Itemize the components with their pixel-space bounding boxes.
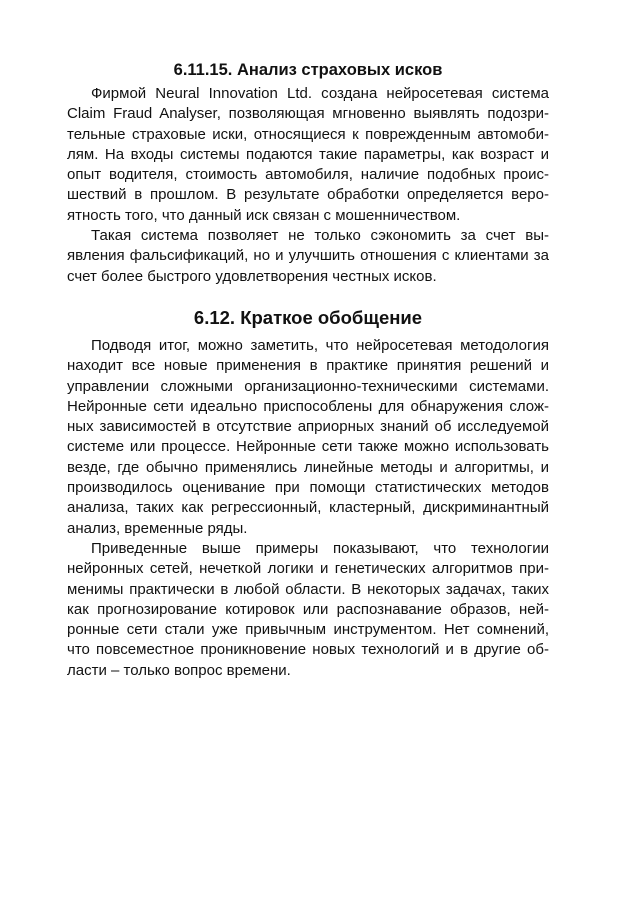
- section-heading-summary: 6.12. Краткое обобщение: [193, 306, 423, 328]
- paragraph: Подводя итог, можно заметить, что нейросетевая методология находит все новые применения в практике принятия решений и управлении сложными организационно-техническими системами. Нейронные сети идеально приспособлены для обнаружения сложных зависимостей в отсутствие априорных знаний об исследуемой системе или процессе. Нейронные сети также можно использовать везде, где обычно применялись линейные методы и алгоритмы, и производилось оценивание при помощи статистических методов анализа, таких как регрессионный, кластерный, дискриминантный анализ, временные ряды.: [67, 336, 549, 537]
- paragraph: Такая система позволяет не только сэкономить за счет выявления фальсификаций, но и улучшить отношения с клиентами за счет более быстрого удовлетворения честных исков.: [67, 227, 549, 285]
- paragraph: Приведенные выше примеры показывают, что технологии нейронных сетей, нечеткой логики и генетических алгоритмов применимы практически в любой области. В некоторых задачах, таких как прогнозирование котировок или распознавание образов, нейронные сети стали уже привычным инструментом. Нет сомнений, что повсеместное проникновение новых технологий и в другие области – только вопрос времени.: [67, 539, 549, 679]
- section-heading-insurance-claims: 6.11.15. Анализ страховых исков: [173, 61, 443, 79]
- page-content: [67, 56, 549, 681]
- paragraph: Фирмой Neural Innovation Ltd. создана нейросетевая система Claim Fraud Analyser, позволяющая мгновенно выявлять подозрительные страховые иски, относящиеся к поврежденным автомобилям. На входы системы подаются такие параметры, как возраст и опыт водителя, стоимость автомобиля, наличие подобных происшествий в прошлом. В результате обработки определяется вероятность того, что данный иск связан с мошенничеством.: [67, 85, 549, 224]
